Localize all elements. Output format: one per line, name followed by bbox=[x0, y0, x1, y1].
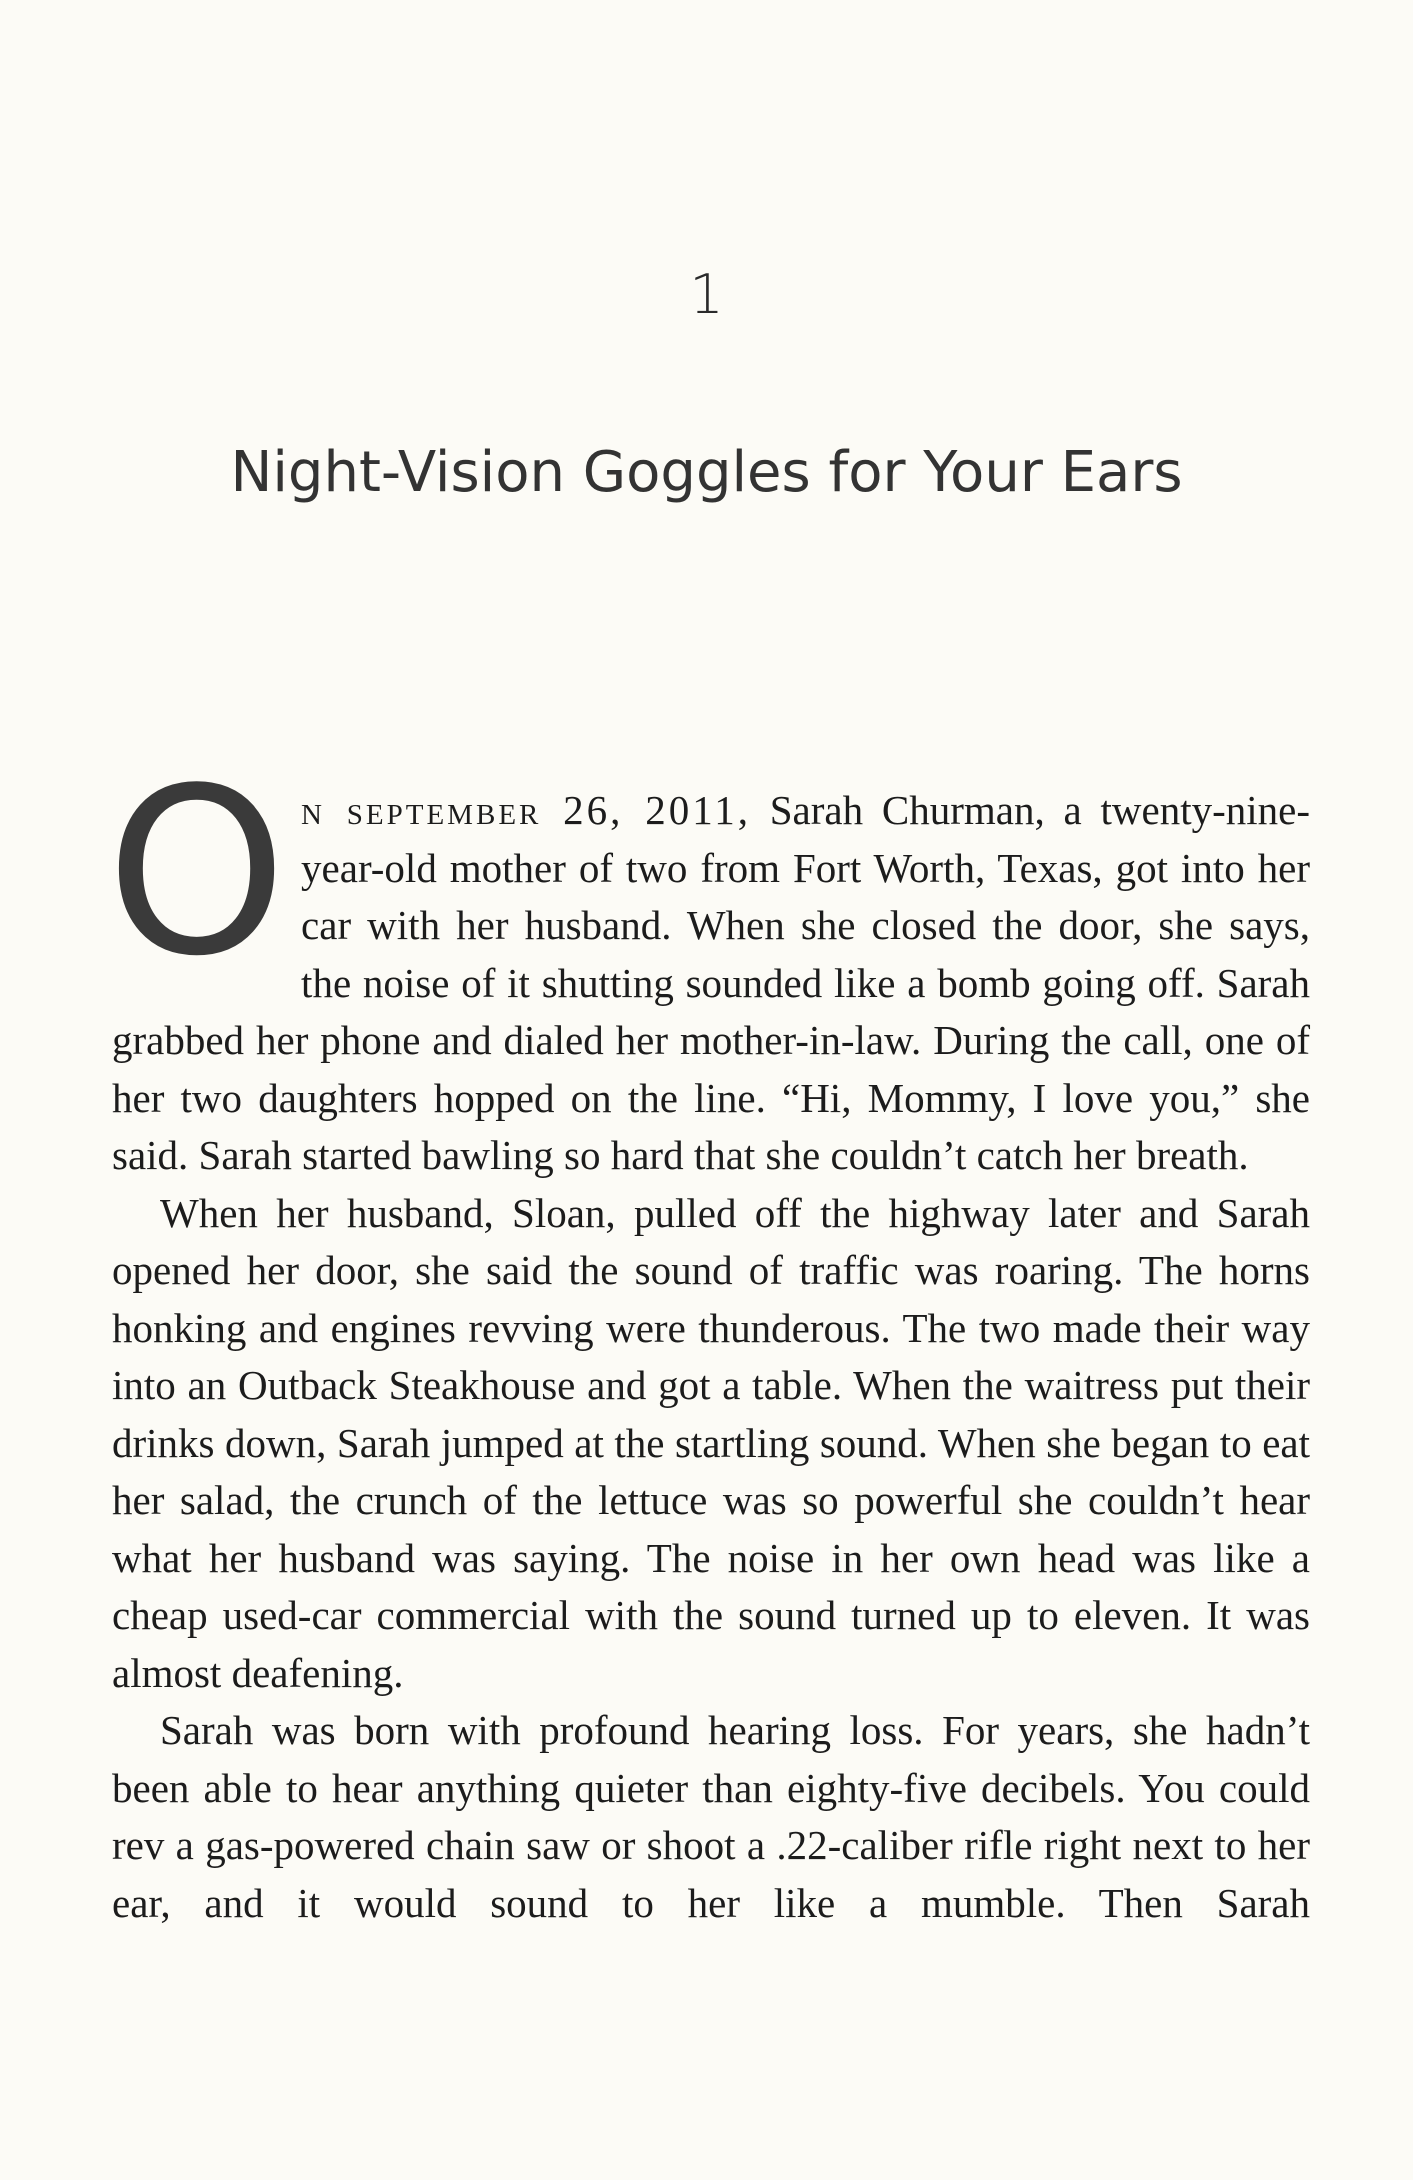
chapter-body bbox=[106, 740, 1311, 1932]
drop-cap: O bbox=[106, 740, 288, 1007]
paragraph-2: When her husband, Sloan, pulled off the highway later and Sarah opened her door, she said the sound of traffic was roaring. The horns honking and engines revving were thunderous. The two made their way into an Outback Steakhouse and got a table. When the waitress put their drinks down, Sarah jumped at the startling sound. When she began to eat her salad, the crunch of the lettuce was so powerful she couldn’t hear what her husband was saying. The noise in her own head was like a cheap used-car commercial with the sound turned up to eleven. It was almost deafening. bbox=[112, 1189, 1310, 1696]
paragraph-1-text: Sarah Churman, a twenty-nine-year-old mother of two from Fort Worth, Texas, got into her car with her husband. When she closed the door, she says, the noise of it shutting sounded like a bomb going off. Sarah grabbed her phone and dialed her mother-in-law. During the call, one of her two daughters hopped on the line. “Hi, Mommy, I love you,” she said. Sarah started bawling so hard that she couldn’t catch her breath. bbox=[112, 787, 1311, 1178]
chapter-title: Night-Vision Goggles for Your Ears bbox=[230, 440, 1183, 505]
paragraph-3: Sarah was born with profound hearing loss. For years, she hadn’t been able to hear anything quieter than eighty-five decibels. You could rev a gas-powered chain saw or shoot a .22-caliber rifle right next to her ear, and it would sound to her like a mumble. Then Sarah bbox=[112, 1707, 1310, 1926]
paragraph-1 bbox=[106, 740, 1311, 1185]
small-caps-lead-in: n september 26, 2011, bbox=[301, 787, 751, 833]
chapter-number: 1 bbox=[689, 263, 724, 326]
